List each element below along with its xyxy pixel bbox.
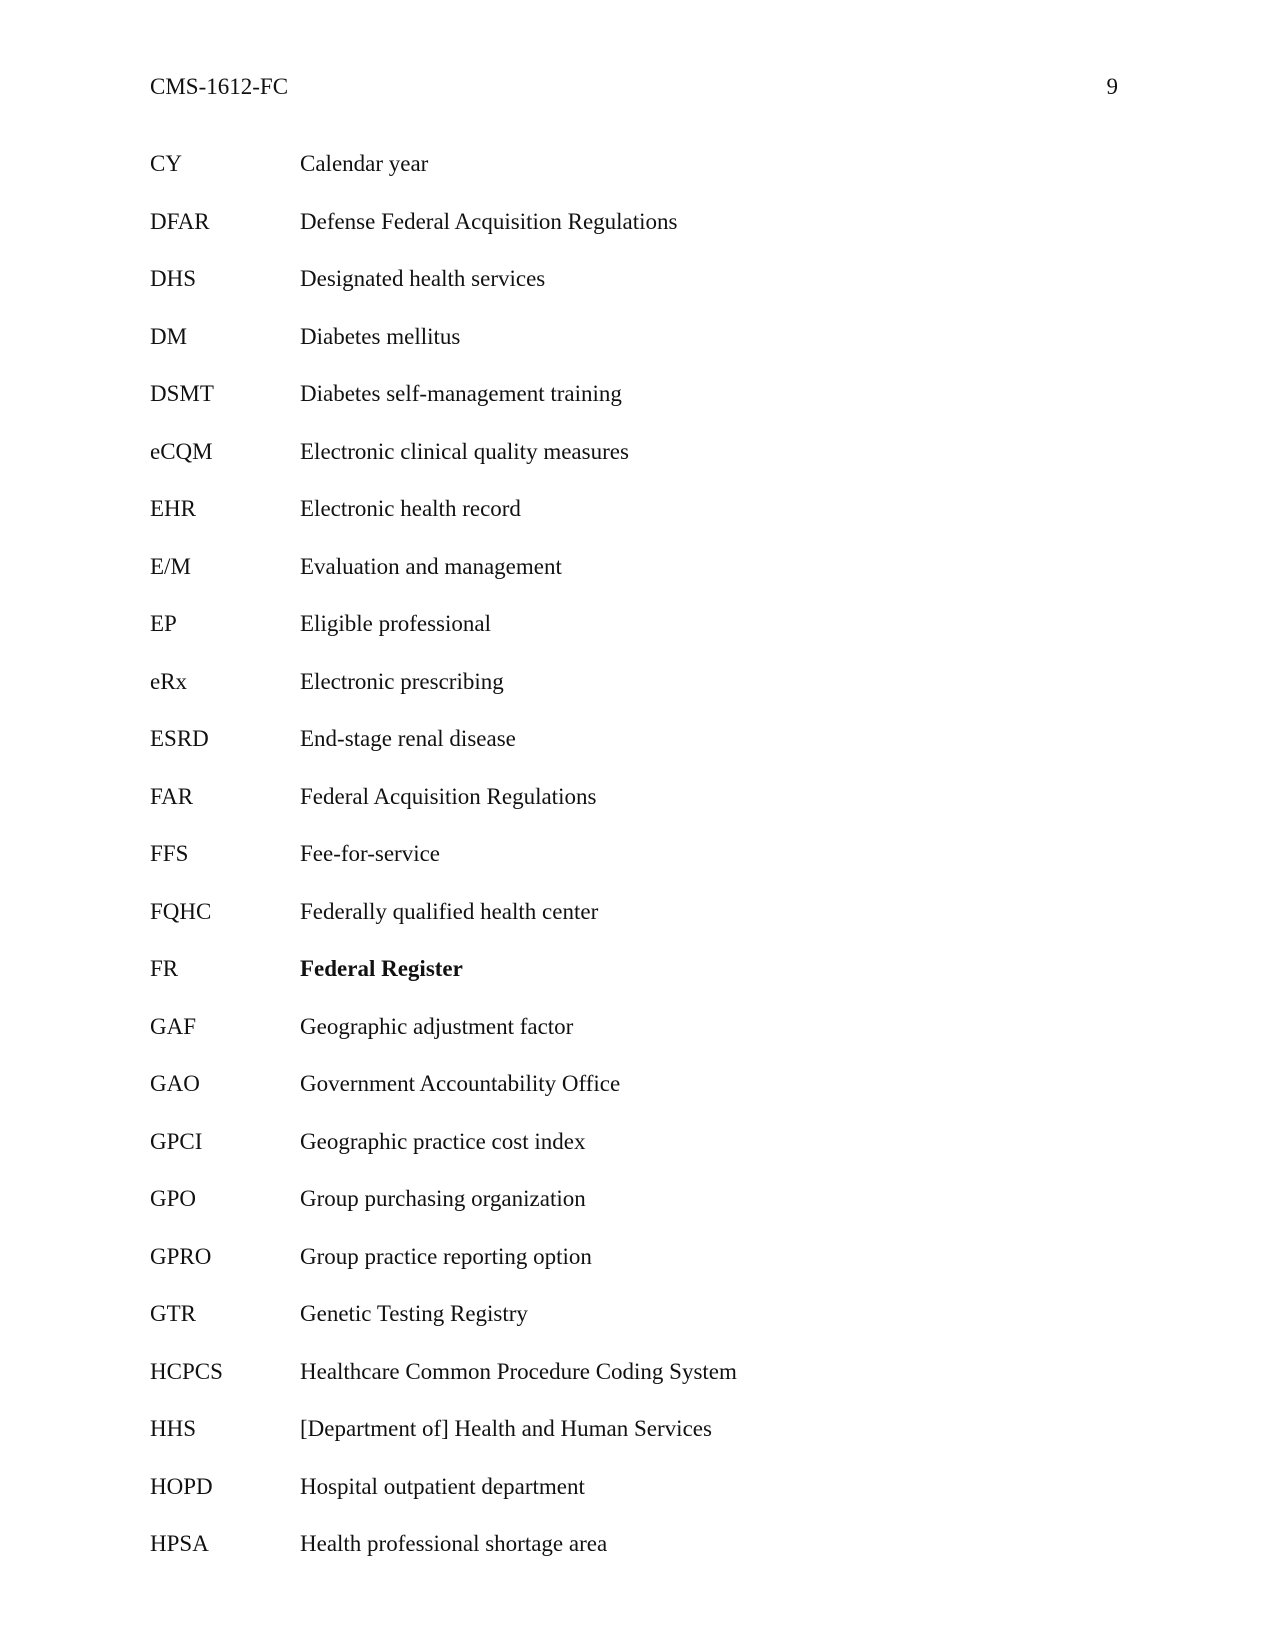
acronym-definition: Hospital outpatient department (300, 1473, 585, 1499)
acronym-term: HHS (150, 1416, 197, 1441)
acronym-term: DSMT (150, 381, 214, 406)
acronym-term: DHS (150, 266, 197, 291)
acronym-term: DM (150, 323, 188, 349)
acronym-term: E/M (150, 553, 191, 579)
acronym-definition: Electronic prescribing (300, 668, 504, 694)
acronym-definition: Government Accountability Office (300, 1071, 621, 1096)
acronym-term: eCQM (150, 438, 213, 464)
acronym-term: FR (150, 956, 179, 981)
acronym-row (150, 1297, 1118, 1355)
acronym-definition: Calendar year (300, 151, 429, 176)
acronym-row (150, 837, 1118, 895)
acronym-term: ESRD (150, 726, 209, 751)
acronym-definition: Designated health services (300, 266, 546, 291)
acronym-definition: Defense Federal Acquisition Regulations (300, 208, 678, 234)
acronym-row (150, 377, 1118, 435)
acronym-definition: Geographic practice cost index (300, 1128, 586, 1154)
acronym-row (150, 205, 1118, 263)
acronym-row (150, 435, 1118, 493)
acronym-term: GAO (150, 1071, 200, 1096)
acronym-definition: Electronic health record (300, 496, 521, 521)
acronym-row (150, 952, 1118, 1010)
acronym-row (150, 1470, 1118, 1528)
acronym-row (150, 895, 1118, 953)
acronym-definition: Federal Acquisition Regulations (300, 783, 597, 809)
acronym-term: HCPCS (150, 1358, 223, 1384)
page-header (150, 70, 1118, 104)
acronym-row (150, 780, 1118, 838)
acronym-term: eRx (150, 668, 188, 694)
acronym-definition: Group purchasing organization (300, 1186, 586, 1211)
acronym-list (150, 147, 1118, 1585)
acronym-row (150, 1412, 1118, 1470)
acronym-row (150, 262, 1118, 320)
acronym-definition: Evaluation and management (300, 553, 562, 579)
acronym-row (150, 607, 1118, 665)
acronym-definition: Federally qualified health center (300, 898, 599, 924)
acronym-term: GAF (150, 1013, 197, 1039)
acronym-term: CY (150, 151, 182, 176)
acronym-row (150, 550, 1118, 608)
acronym-term: EP (150, 611, 177, 636)
acronym-term: HPSA (150, 1531, 209, 1556)
acronym-term: GPO (150, 1186, 197, 1211)
acronym-definition: Geographic adjustment factor (300, 1013, 574, 1039)
acronym-definition: Fee-for-service (300, 841, 441, 866)
acronym-row (150, 1527, 1118, 1585)
acronym-row (150, 492, 1118, 550)
acronym-definition: Electronic clinical quality measures (300, 438, 629, 464)
acronym-row (150, 1240, 1118, 1298)
acronym-definition: Diabetes mellitus (300, 323, 461, 349)
acronym-definition: Federal Register (300, 956, 463, 981)
acronym-term: EHR (150, 496, 196, 521)
document-id: CMS-1612-FC (150, 74, 289, 99)
acronym-row (150, 1067, 1118, 1125)
acronym-row (150, 722, 1118, 780)
acronym-definition: End-stage renal disease (300, 726, 516, 751)
acronym-definition: Eligible professional (300, 611, 491, 636)
acronym-row (150, 1125, 1118, 1183)
acronym-definition: Genetic Testing Registry (300, 1301, 528, 1326)
acronym-row (150, 665, 1118, 723)
acronym-term: GPRO (150, 1243, 212, 1269)
acronym-definition: Diabetes self-management training (300, 381, 622, 406)
acronym-row (150, 1182, 1118, 1240)
acronym-term: DFAR (150, 208, 210, 234)
acronym-term: GTR (150, 1301, 196, 1326)
acronym-term: FFS (150, 841, 189, 866)
acronym-term: FQHC (150, 898, 212, 924)
acronym-definition: Group practice reporting option (300, 1243, 592, 1269)
acronym-term: HOPD (150, 1473, 213, 1499)
page-number: 9 (1106, 74, 1118, 99)
acronym-row (150, 1355, 1118, 1413)
acronym-definition: Health professional shortage area (300, 1531, 608, 1556)
acronym-row (150, 1010, 1118, 1068)
acronym-term: GPCI (150, 1128, 203, 1154)
acronym-row (150, 320, 1118, 378)
acronym-row (150, 147, 1118, 205)
acronym-term: FAR (150, 783, 194, 809)
acronym-definition: Healthcare Common Procedure Coding System (300, 1358, 737, 1384)
acronym-definition: [Department of] Health and Human Services (300, 1416, 712, 1441)
